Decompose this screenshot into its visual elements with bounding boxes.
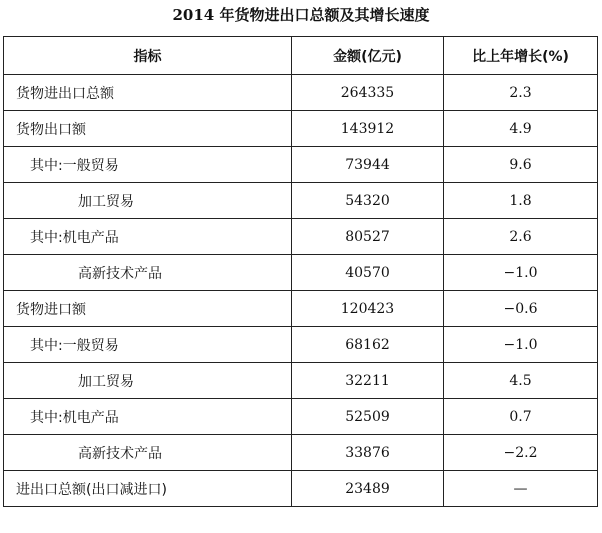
row-amount: 23489 <box>292 471 444 507</box>
row-growth: 4.9 <box>444 111 598 147</box>
row-indicator: 货物进口额 <box>4 291 292 327</box>
row-indicator: 其中:机电产品 <box>4 219 292 255</box>
trade-statistics-table <box>3 36 598 507</box>
row-indicator: 货物出口额 <box>4 111 292 147</box>
row-indicator: 其中:一般贸易 <box>4 327 292 363</box>
row-amount: 32211 <box>292 363 444 399</box>
header-amount: 金额(亿元) <box>292 37 444 75</box>
table-row <box>4 291 598 327</box>
row-indicator: 加工贸易 <box>4 363 292 399</box>
row-indicator: 高新技术产品 <box>4 435 292 471</box>
row-amount: 120423 <box>292 291 444 327</box>
row-amount: 143912 <box>292 111 444 147</box>
header-indicator: 指标 <box>4 37 292 75</box>
header-row <box>4 37 598 75</box>
table-row <box>4 147 598 183</box>
table-body <box>4 75 598 507</box>
row-growth: 2.6 <box>444 219 598 255</box>
table-row <box>4 435 598 471</box>
table-row <box>4 219 598 255</box>
table-title: 2014 年货物进出口总额及其增长速度 <box>172 6 430 24</box>
row-growth: −1.0 <box>444 327 598 363</box>
table-row <box>4 75 598 111</box>
table-row <box>4 255 598 291</box>
table-row <box>4 363 598 399</box>
row-indicator: 其中:一般贸易 <box>4 147 292 183</box>
row-growth: — <box>444 471 598 507</box>
header-growth: 比上年增长(%) <box>444 37 598 75</box>
row-growth: 1.8 <box>444 183 598 219</box>
row-amount: 40570 <box>292 255 444 291</box>
row-amount: 54320 <box>292 183 444 219</box>
row-growth: 0.7 <box>444 399 598 435</box>
table-row <box>4 399 598 435</box>
row-amount: 33876 <box>292 435 444 471</box>
row-growth: 4.5 <box>444 363 598 399</box>
row-growth: 2.3 <box>444 75 598 111</box>
table-row <box>4 327 598 363</box>
table-row <box>4 183 598 219</box>
table-row <box>4 471 598 507</box>
row-amount: 68162 <box>292 327 444 363</box>
row-indicator: 进出口总额(出口减进口) <box>4 471 292 507</box>
row-amount: 80527 <box>292 219 444 255</box>
row-amount: 73944 <box>292 147 444 183</box>
table-row <box>4 111 598 147</box>
row-growth: 9.6 <box>444 147 598 183</box>
row-indicator: 货物进出口总额 <box>4 75 292 111</box>
row-indicator: 加工贸易 <box>4 183 292 219</box>
row-indicator: 高新技术产品 <box>4 255 292 291</box>
row-growth: −2.2 <box>444 435 598 471</box>
row-growth: −1.0 <box>444 255 598 291</box>
row-growth: −0.6 <box>444 291 598 327</box>
row-amount: 52509 <box>292 399 444 435</box>
row-amount: 264335 <box>292 75 444 111</box>
row-indicator: 其中:机电产品 <box>4 399 292 435</box>
